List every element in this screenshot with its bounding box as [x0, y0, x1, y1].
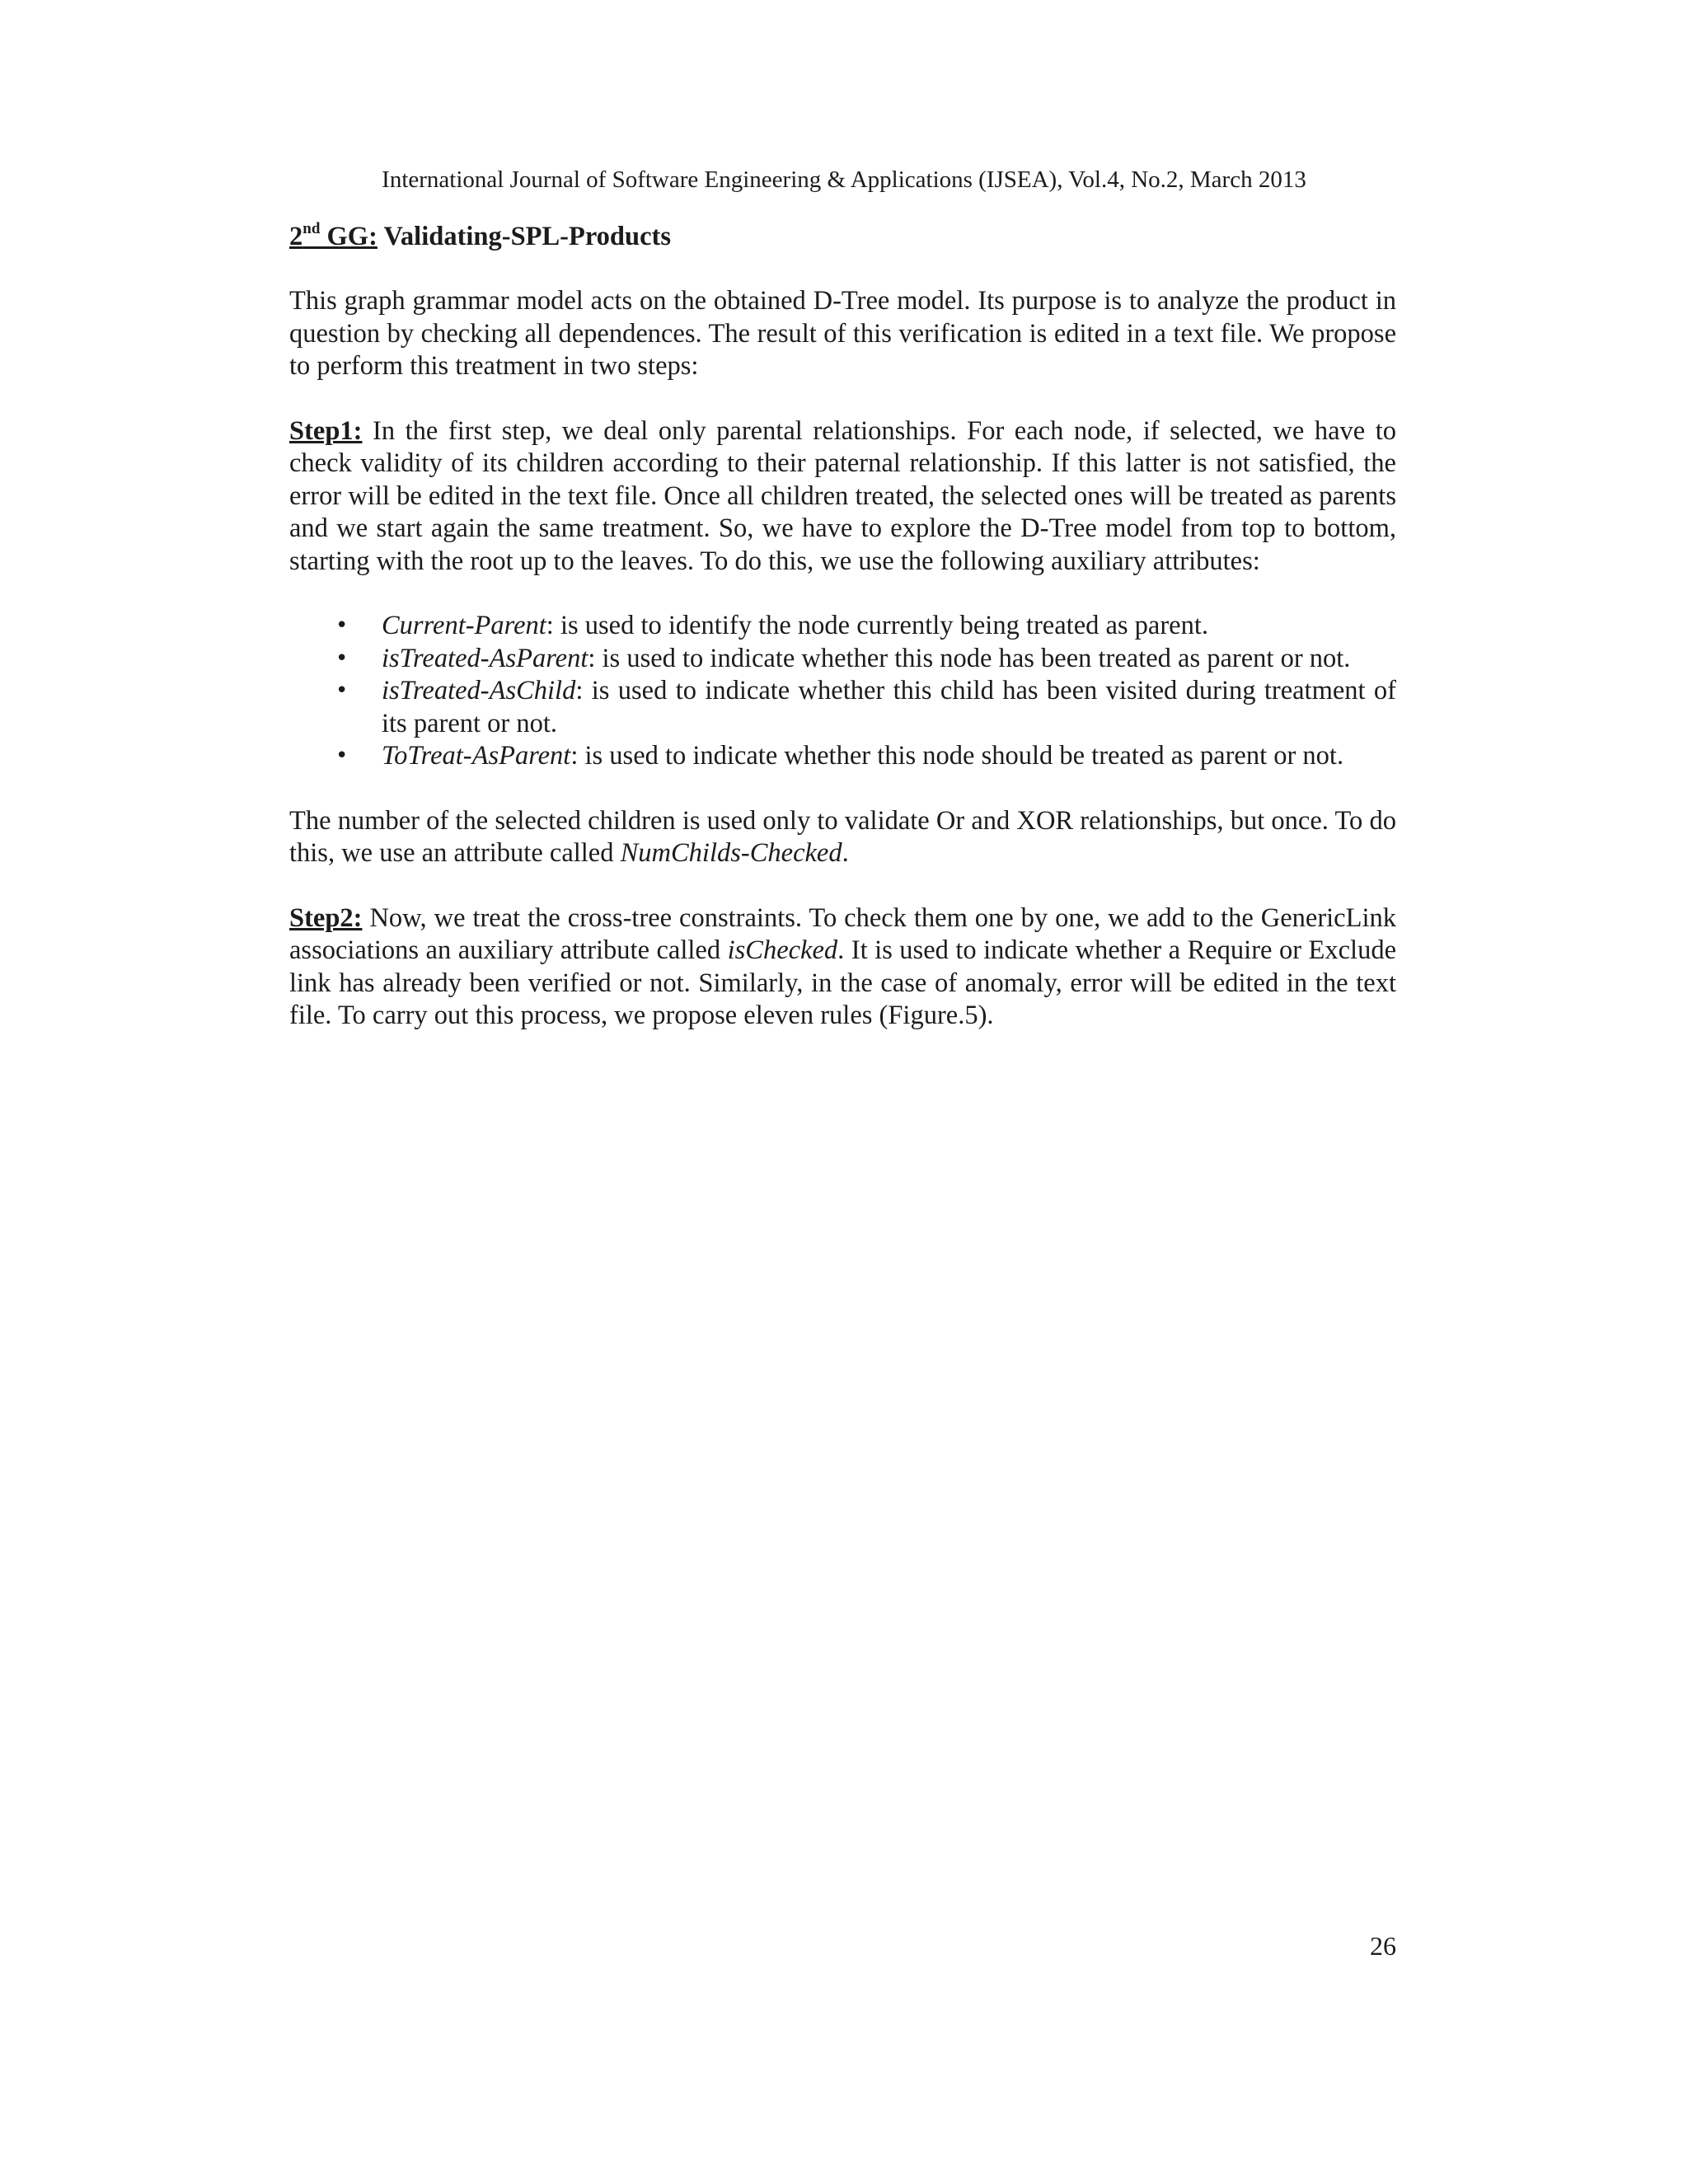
- section-ordinal-label: GG:: [320, 222, 377, 251]
- section-ordinal-suffix: nd: [302, 220, 321, 238]
- running-header: International Journal of Software Engineering & Applications (IJSEA), Vol.4, No.2, March 2013: [382, 166, 1306, 193]
- attribute-name: isTreated-AsChild: [382, 676, 576, 706]
- bullet-icon: •: [335, 613, 349, 639]
- bullet-icon: •: [335, 743, 349, 769]
- num-childs-paragraph: [289, 805, 1396, 870]
- step1-text: In the first step, we deal only parental relationships. For each node, if selected, we have to check validity of its children according to their paternal relationship. If this latter is not satisfied, the error will be edited in the text file. Once all children treated, the selected ones will be treated as parents and we start again the same treatment. So, we have to explore the D-Tree model from top to bottom, starting with the root up to the leaves. To do this, we use the following auxiliary attributes:: [289, 416, 1396, 576]
- intro-paragraph: This graph grammar model acts on the obtained D-Tree model. Its purpose is to analyze the product in question by checking all dependences. The result of this verification is edited in a text file. We propose to perform this treatment in two steps:: [289, 286, 1396, 382]
- step2-text-end: . It is used to indicate whether a Require or Exclude link has already been verified or not. Similarly, in the case of anomaly, error will be edited in the text file. To carry out this process, we propose eleven rules (Figure.5).: [289, 935, 1396, 1031]
- bullet-icon: •: [335, 645, 349, 671]
- attribute-description: : is used to indicate whether this node should be treated as parent or not.: [570, 741, 1344, 771]
- list-item: [289, 610, 1396, 642]
- step2-attribute: isChecked: [727, 935, 838, 966]
- attribute-name: ToTreat-AsParent: [382, 741, 571, 771]
- section-ordinal-number: 2: [289, 222, 303, 251]
- attribute-name: isTreated-AsParent: [382, 643, 588, 673]
- section-heading: [289, 221, 1396, 253]
- step2-text: Now, we treat the cross-tree constraints. To check them one by one, we add to the GenericLink associations an auxiliary attribute called: [289, 903, 1396, 966]
- num-childs-attribute: NumChilds-Checked: [620, 838, 842, 869]
- list-item: [289, 675, 1396, 740]
- step2-label: Step2:: [289, 903, 363, 934]
- attribute-list: [289, 610, 1396, 772]
- list-item: [289, 740, 1396, 772]
- step2-paragraph: [289, 902, 1396, 1033]
- attribute-description: : is used to identify the node currently being treated as parent.: [546, 611, 1209, 641]
- section-ordinal: [289, 222, 377, 251]
- page-body: [289, 221, 1396, 1065]
- num-childs-end: .: [842, 838, 849, 869]
- step1-paragraph: [289, 415, 1396, 578]
- attribute-name: Current-Parent: [382, 611, 546, 641]
- section-title: Validating-SPL-Products: [377, 222, 671, 251]
- attribute-description: : is used to indicate whether this node has been treated as parent or not.: [588, 643, 1351, 673]
- bullet-icon: •: [335, 678, 349, 704]
- step1-label: Step1:: [289, 416, 363, 447]
- num-childs-text: The number of the selected children is used only to validate Or and XOR relationships, but once. To do this, we use an attribute called: [289, 805, 1396, 869]
- page-number: 26: [1370, 1931, 1396, 1961]
- list-item: [289, 643, 1396, 675]
- attribute-description: : is used to indicate whether this child has been visited during treatment of its parent or not.: [382, 676, 1396, 738]
